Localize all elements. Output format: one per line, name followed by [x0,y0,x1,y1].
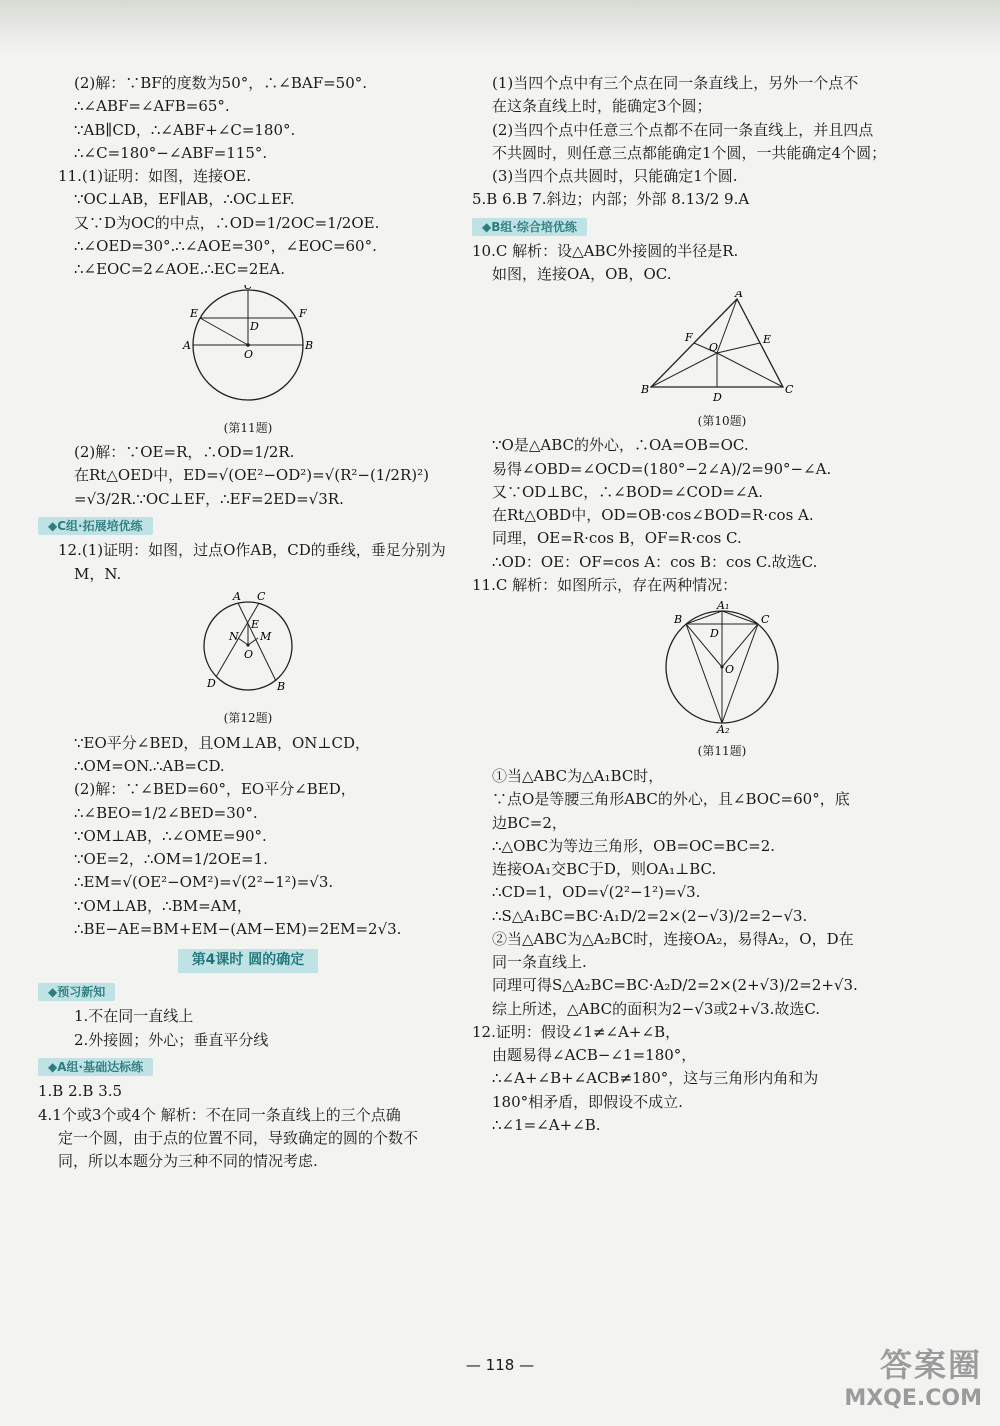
svg-text:F: F [299,307,307,321]
svg-text:O: O [244,647,254,661]
text-line: ∴∠C=180°−∠ABF=115°. [74,143,268,162]
text-line: 180°相矛盾，即假设不成立. [492,1092,683,1111]
figure-11 [38,285,458,437]
text-line: 易得∠OBD=∠OCD=(180°−2∠A)/2=90°−∠A. [492,459,832,478]
section-label: ◆B组·综合培优练 [472,218,587,237]
figure-11b [472,601,972,761]
figure-caption: (第12题) [223,711,273,726]
text-line: (2)当四个点中任意三个点都不在同一条直线上，并且四点 [492,120,874,139]
text-line: ∴BE−AE=BM+EM−(AM−EM)=2EM=2√3. [74,919,402,938]
text-line: =√3/2R.∵OC⊥EF，∴EF=2ED=√3R. [74,489,344,508]
svg-text:E: E [251,617,260,631]
text-line: ∵OM⊥AB，∴∠OME=90°. [74,826,267,845]
circle-diagram-12 [193,590,303,700]
text-line: 11.(1)证明：如图，连接OE. [58,167,252,185]
text-line: 在Rt△OBD中，OD=OB·cos∠BOD=R·cos A. [492,506,814,525]
figure-12 [38,590,458,728]
svg-text:C: C [761,613,770,627]
text-line: (1)当四个点中有三个点在同一条直线上，另外一个点不 [492,74,859,92]
text-line: ∵OE=2，∴OM=1/2OE=1. [74,850,268,869]
svg-text:O: O [709,340,719,354]
text-line: ②当△ABC为△A₂BC时，连接OA₂，易得A₂，O，D在 [492,929,854,948]
text-line: (2)解：∵OE=R，∴OD=1/2R. [74,443,295,462]
svg-text:N: N [229,629,239,643]
watermark-logo [832,1340,982,1416]
text-line: 又∵OD⊥BC，∴∠BOD=∠COD=∠A. [492,482,764,501]
text-line: ∵O是△ABC的外心，∴OA=OB=OC. [492,436,749,455]
text-line: 同理可得S△A₂BC=BC·A₂D/2=2×(2+√3)/2=2+√3. [492,976,858,995]
text-line: 如图，连接OA，OB，OC. [492,265,672,284]
svg-text:M: M [260,629,272,643]
svg-text:A: A [735,290,743,300]
text-line: 边BC=2， [492,813,567,832]
figure-caption: (第11题) [223,420,273,435]
text-line: ∴∠EOC=2∠AOE.∴EC=2EA. [74,260,285,278]
text-line: 由题易得∠ACB−∠1=180°， [492,1046,697,1065]
text-line: 不共圆时，则任意三点都能确定1个圆，一共能确定4个圆； [492,143,887,162]
svg-text:A: A [183,339,191,353]
svg-text:E: E [763,332,772,346]
text-line: 同，所以本题分为三种不同的情况考虑. [58,1152,318,1171]
text-line: ∴∠OED=30°.∴∠AOE=30°，∠EOC=60°. [74,236,377,255]
figure-caption: (第11题) [697,744,747,759]
svg-text:D: D [710,627,719,641]
text-line: ∴△OBC为等边三角形，OB=OC=BC=2. [492,836,776,855]
figure-caption: (第10题) [697,413,747,428]
watermark-text: 答案圈 [879,1346,982,1384]
text-line: ∴∠A+∠B+∠ACB≠180°，这与三角形内角和为 [492,1069,819,1088]
text-line: ∴S△A₁BC=BC·A₁D/2=2×(2−√3)/2=2−√3. [492,906,808,925]
text-line: 4.1个或3个或4个 解析：不在同一条直线上的三个点确 [38,1105,401,1124]
text-line: 11.C 解析：如图所示，存在两种情况： [472,575,738,594]
svg-text:D: D [250,320,259,334]
text-line: 12.证明：假设∠1≠∠A+∠B， [472,1022,681,1041]
text-line: 1.不在同一直线上 [74,1007,194,1026]
text-line: 在Rt△OED中，ED=√(OE²−OD²)=√(R²−(1/2R)²) [74,466,429,485]
text-line: ∴∠BEO=1/2∠BED=30°. [74,803,258,822]
text-line: 定一个圆，由于点的位置不同，导致确定的圆的个数不 [58,1128,419,1147]
text-line: 连接OA₁交BC于D，则OA₁⊥BC. [492,860,717,879]
svg-text:B: B [305,339,314,353]
text-line: (2)解：∵BF的度数为50°，∴∠BAF=50°. [74,74,368,92]
section-label: ◆A组·基础达标练 [38,1058,153,1077]
text-line: 又∵D为OC的中点，∴OD=1/2OC=1/2OE. [74,213,380,232]
text-line: ∴OD：OE：OF=cos A：cos B：cos C.故选C. [492,552,818,571]
left-column [38,72,458,1173]
svg-text:B: B [277,679,286,693]
svg-text:B: B [641,382,650,396]
right-column [472,72,972,1137]
lesson-header: 第4课时 圆的确定 [178,949,319,973]
text-line: 10.C 解析：设△ABC外接圆的半径是R. [472,242,739,261]
section-label: ◆预习新知 [38,983,115,1002]
svg-text:D: D [207,676,216,690]
text-line: 12.(1)证明：如图，过点O作AB，CD的垂线，垂足分别为 [58,541,446,560]
page-number: — 118 — [465,1356,535,1374]
text-line: 在这条直线上时，能确定3个圆； [492,97,712,116]
triangle-diagram-10 [637,291,807,403]
text-line: ∵点O是等腰三角形ABC的外心，且∠BOC=60°，底 [492,790,850,809]
svg-text:B: B [674,613,683,627]
text-line: 1.B 2.B 3.5 [38,1082,123,1101]
scan-top-band [0,0,1000,52]
text-line: ∵AB∥CD，∴∠ABF+∠C=180°. [74,120,296,139]
svg-text:O: O [725,663,735,677]
svg-text:A₁: A₁ [717,601,730,613]
svg-text:D: D [713,390,722,403]
svg-text:O: O [244,348,254,362]
text-line: (3)当四个点共圆时，只能确定1个圆. [492,167,738,185]
svg-text:A: A [233,589,241,603]
text-line: 同一条直线上. [492,953,587,972]
section-label: ◆C组·拓展培优练 [38,517,153,536]
svg-text:C: C [244,285,253,293]
svg-text:A₂: A₂ [717,723,730,734]
text-line: (2)解：∵∠BED=60°，EO平分∠BED， [74,780,356,799]
text-line: ∵OC⊥AB，EF∥AB，∴OC⊥EF. [74,190,295,209]
text-line: ∴CD=1，OD=√(2²−1²)=√3. [492,883,701,902]
text-line: M，N. [74,564,122,583]
text-line: ∵EO平分∠BED，且OM⊥AB，ON⊥CD， [74,733,371,752]
svg-text:C: C [257,589,266,603]
watermark-url: MXQE.COM [844,1386,982,1411]
circle-diagram-11b [662,601,782,733]
svg-text:E: E [190,307,199,321]
text-line: ∴∠1=∠A+∠B. [492,1115,601,1134]
text-line: ∴EM=√(OE²−OM²)=√(2²−1²)=√3. [74,873,334,892]
text-line: 2.外接圆；外心；垂直平分线 [74,1030,269,1049]
svg-text:C: C [785,382,794,396]
text-line: 综上所述，△ABC的面积为2−√3或2+√3.故选C. [492,999,821,1018]
figure-10 [472,291,972,431]
text-line: ∴OM=ON.∴AB=CD. [74,757,225,776]
text-line: ∴∠ABF=∠AFB=65°. [74,97,230,116]
text-line: ①当△ABC为△A₁BC时， [492,767,664,786]
text-line: ∵OM⊥AB，∴BM=AM， [74,896,252,915]
text-line: 5.B 6.B 7.斜边；内部；外部 8.13/2 9.A [472,190,750,209]
circle-diagram-11 [178,285,318,409]
svg-text:F: F [685,330,693,344]
text-line: 同理，OE=R·cos B，OF=R·cos C. [492,529,742,548]
